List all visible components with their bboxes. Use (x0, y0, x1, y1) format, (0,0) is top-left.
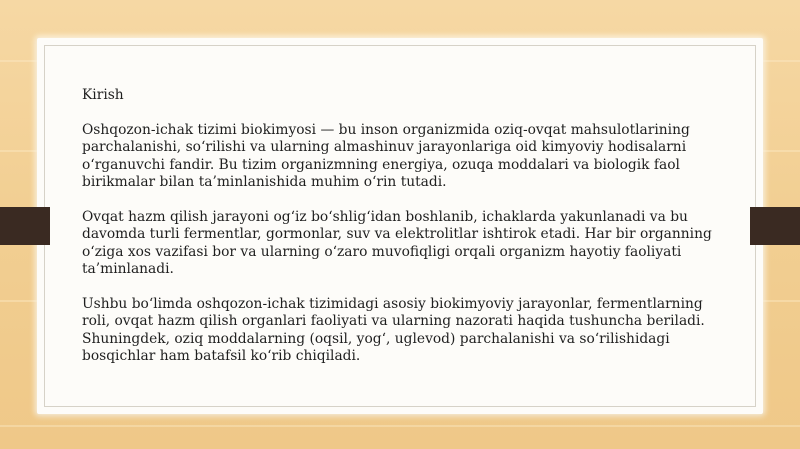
paragraph-3: Ushbu bo‘limda oshqozon-ichak tizimidagi asosiy biokimyoviy jarayonlar, fermentlarning roli, ovqat hazm qilish organlari faoliyati va ularning nazorati haqida tushuncha beriladi. Shuningdek, oziq moddalarning (oqsil, yog‘, uglevod) parchalanishi va so‘rilishidagi bosqichlar ham batafsil ko‘rib chiqiladi. (82, 295, 705, 365)
paragraph-1: Oshqozon-ichak tizimi biokimyosi — bu inson organizmida oziq-ovqat mahsulotlarining parchalanishi, so‘rilishi va ularning almashinuv jarayonlariga oid kimyoviy hodisalarni o‘rganuvchi fandir. Bu tizim organizmning energiya, ozuqa moddalari va biologik faol birikmalar bilan ta’minlanishida muhim o‘rin tutadi. (82, 121, 690, 191)
left-tab-decoration (0, 207, 50, 245)
wood-texture (0, 425, 800, 427)
paragraph-2: Ovqat hazm qilish jarayoni og‘iz bo‘shlig‘idan boshlanib, ichaklarda yakunlanadi va bu davomda turli fermentlar, gormonlar, suv va elektrolitlar ishtirok etadi. Har bir organning o‘ziga xos vazifasi bor va ularning o‘zaro muvofiqligi orqali organizm hayotiy faoliyati ta’minlanadi. (82, 208, 712, 278)
slide-content (82, 87, 722, 383)
slide-heading: Kirish (82, 87, 124, 103)
right-tab-decoration (750, 207, 800, 245)
